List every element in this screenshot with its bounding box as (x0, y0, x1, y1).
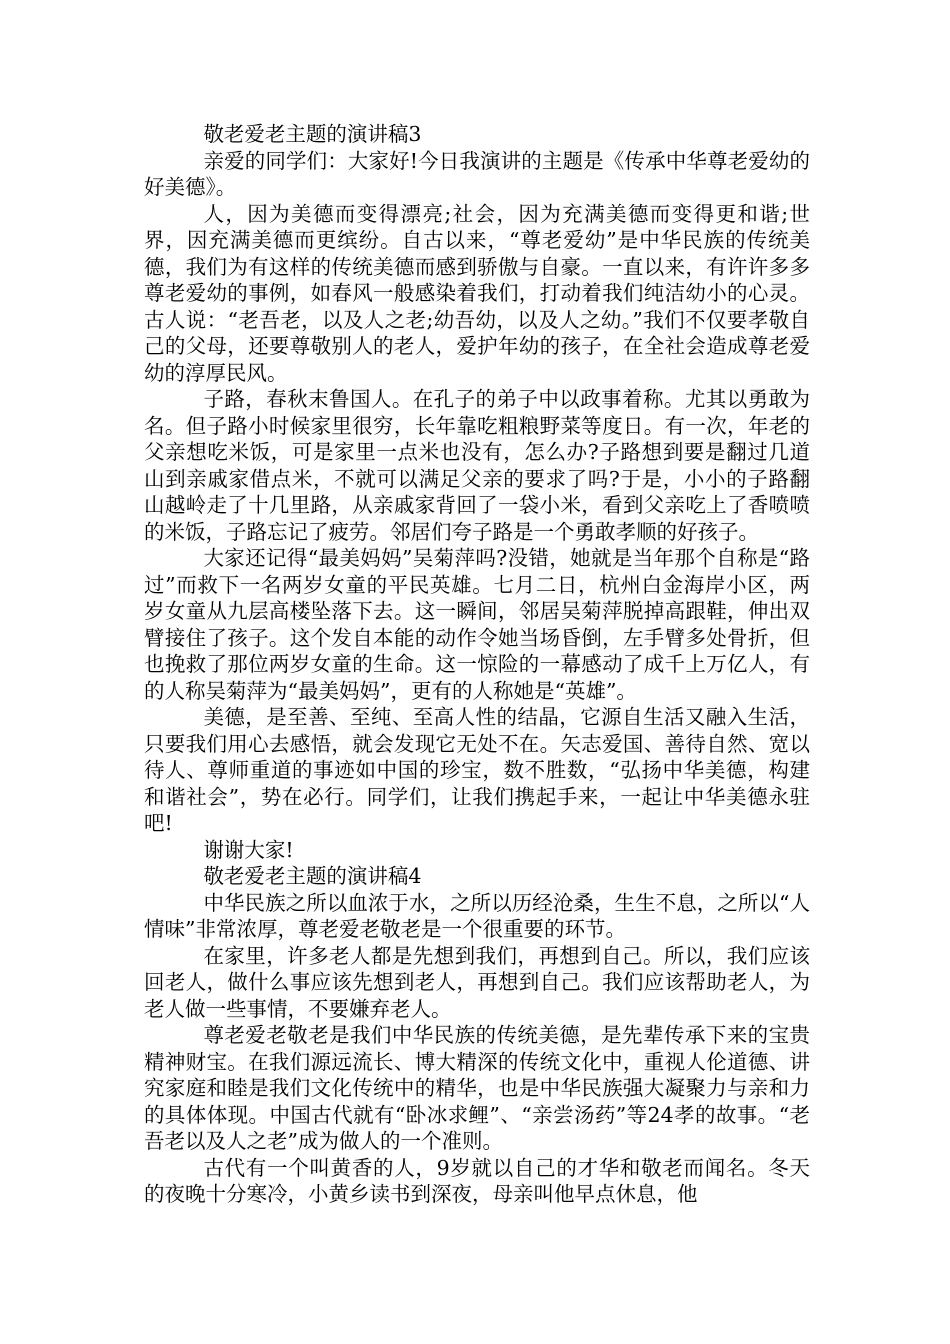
paragraph-tradition: 尊老爱老敬老是我们中华民族的传统美德，是先辈传承下来的宝贵精神财宝。在我们源远流长、博大精深的传统文化中，重视人伦道德、讲究家庭和睦是我们文化传统中的精华，也是中华民族强大凝聚力与亲和力的具体体现。中国古代就有“卧冰求鲤”、“亲尝汤药”等24孝的故事。“老吾老以及人之老”成为做人的一个准则。 (144, 1023, 810, 1153)
document-page (144, 121, 810, 1208)
speech-title-4: 敬老爱老主题的演讲稿4 (203, 864, 422, 888)
paragraph-thanks: 谢谢大家! (203, 837, 294, 862)
paragraph-home: 在家里，许多老人都是先想到我们，再想到自己。所以，我们应该回老人，做什么事应该先想到老人，再想到自己。我们应该帮助老人，为老人做一些事情，不要嫌弃老人。 (144, 943, 810, 1021)
paragraph-greeting: 亲爱的同学们：大家好!今日我演讲的主题是《传承中华尊老爱幼的好美德》。 (144, 148, 810, 199)
paragraph-huang-xiang: 古代有一个叫黄香的人，9岁就以自己的才华和敬老而闻名。冬天的夜晚十分寒冷，小黄乡读书到深夜，母亲叫他早点休息，他 (144, 1155, 810, 1206)
paragraph-nation-intro: 中华民族之所以血浓于水，之所以历经沧桑，生生不息，之所以“人情味”非常浓厚，尊老爱老敬老是一个很重要的环节。 (144, 890, 810, 941)
paragraph-virtue-conclusion: 美德，是至善、至纯、至高人性的结晶，它源自生活又融入生活，只要我们用心去感悟，就会发现它无处不在。矢志爱国、善待自然、宽以待人、尊师重道的事迹如中国的珍宝，数不胜数，“弘扬中华美德，构建和谐社会”，势在必行。同学们，让我们携起手来，一起让中华美德永驻吧! (144, 705, 810, 835)
paragraph-wu-juping-story: 大家还记得“最美妈妈”吴菊萍吗?没错，她就是当年那个自称是“路过”而救下一名两岁女童的平民英雄。七月二日，杭州白金海岸小区，两岁女童从九层高楼坠落下去。这一瞬间，邻居吴菊萍脱掉高跟鞋，伸出双臂接住了孩子。这个发自本能的动作令她当场昏倒，左手臂多处骨折，但也挽救了那位两岁女童的生命。这一惊险的一幕感动了成千上万亿人，有的人称吴菊萍为“最美妈妈”，更有的人称她是“英雄”。 (144, 546, 810, 703)
paragraph-virtue-intro: 人，因为美德而变得漂亮;社会，因为充满美德而变得更和谐;世界，因充满美德而更缤纷。自古以来，“尊老爱幼”是中华民族的传统美德，我们为有这样的传统美德而感到骄傲与自豪。一直以来，有许许多多尊老爱幼的事例，如春风一般感染着我们，打动着我们纯洁幼小的心灵。古人说：“老吾老，以及人之老;幼吾幼，以及人之幼。”我们不仅要孝敬自己的父母，还要尊敬别人的老人，爱护年幼的孩子，在全社会造成尊老爱幼的淳厚民风。 (144, 201, 810, 385)
speech-title-3: 敬老爱老主题的演讲稿3 (203, 122, 422, 146)
paragraph-zilu-story: 子路，春秋末鲁国人。在孔子的弟子中以政事着称。尤其以勇敢为名。但子路小时候家里很穷，长年靠吃粗粮野菜等度日。有一次，年老的父亲想吃米饭，可是家里一点米也没有，怎么办?子路想到要是翻过几道山到亲戚家借点米，不就可以满足父亲的要求了吗?于是，小小的子路翻山越岭走了十几里路，从亲戚家背回了一袋小米，看到父亲吃上了香喷喷的米饭，子路忘记了疲劳。邻居们夸子路是一个勇敢孝顺的好孩子。 (144, 387, 810, 544)
